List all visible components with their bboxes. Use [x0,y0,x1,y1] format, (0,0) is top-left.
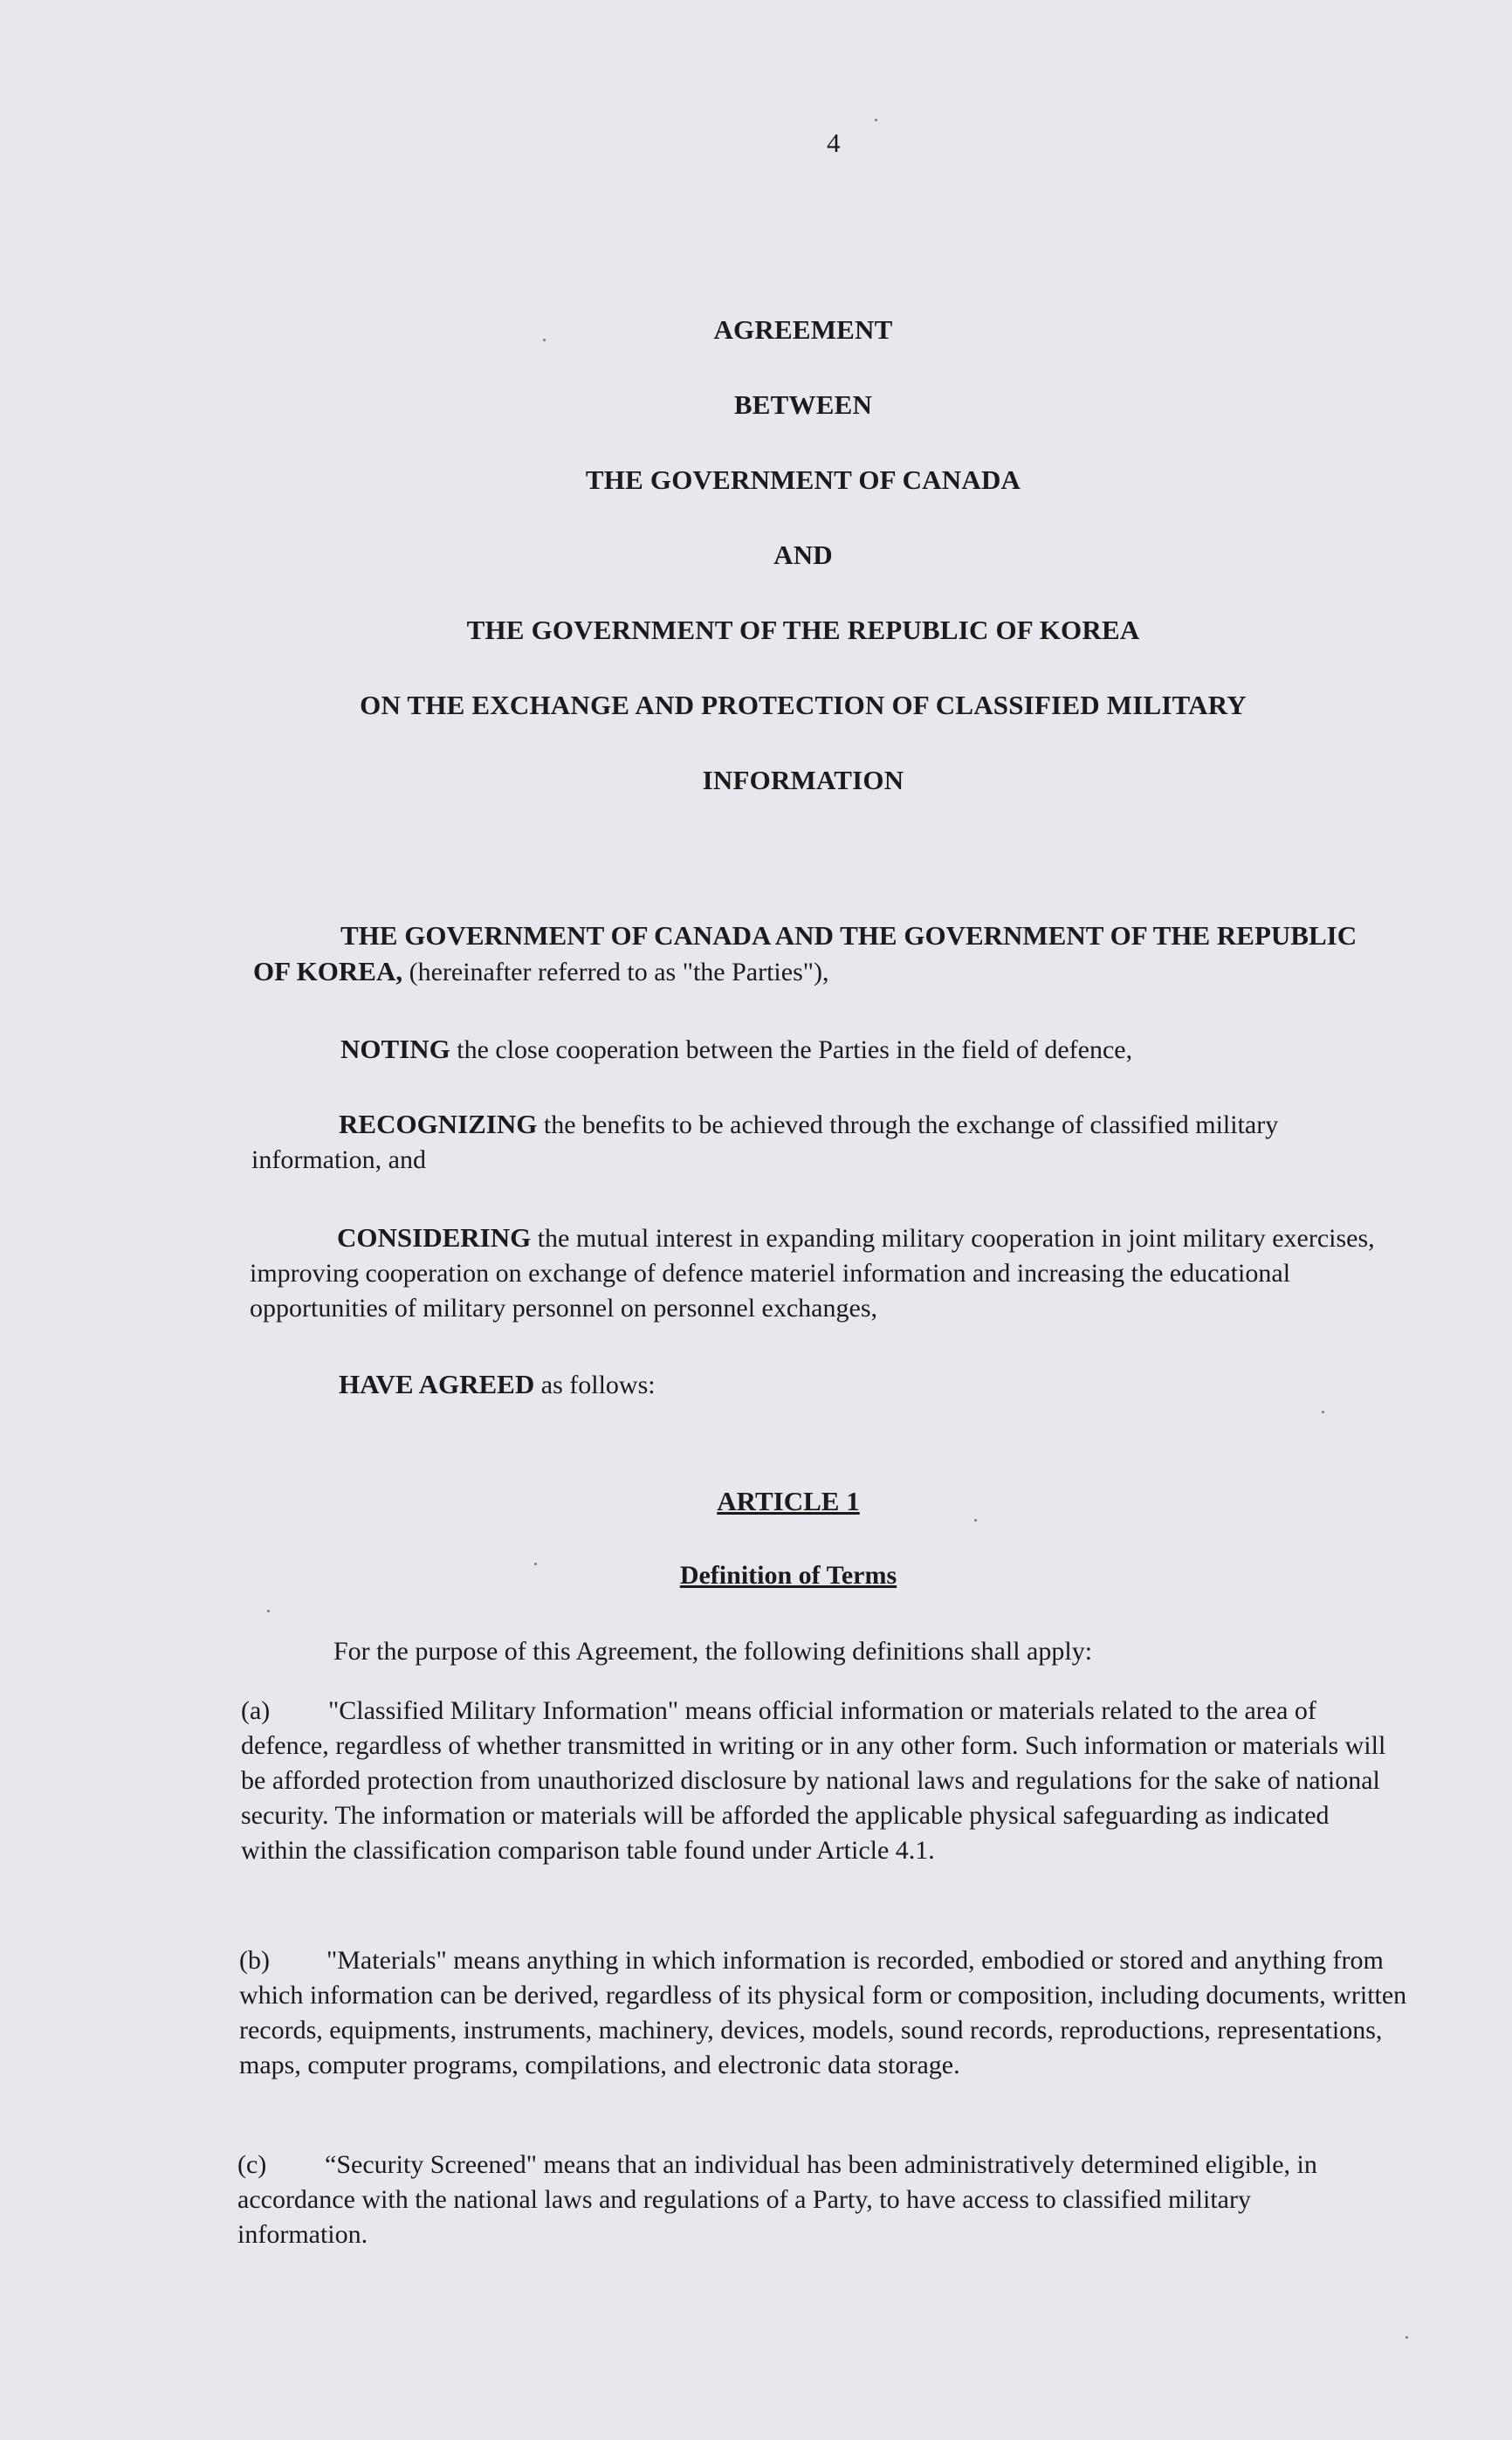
preamble-agreed [251,1367,1299,1403]
title-line-between: BETWEEN [733,389,873,420]
agreed-text: as follows: [534,1371,656,1399]
paper-speck [875,119,877,121]
paper-speck [1405,2336,1408,2339]
title-line-information: INFORMATION [702,765,904,795]
paper-speck [543,339,546,341]
article-intro: For the purpose of this Agreement, the following definitions shall apply: [333,1637,1093,1666]
preamble-parties-text: (hereinafter referred to as "the Parties"), [402,958,829,986]
title-line-canada: THE GOVERNMENT OF CANADA [585,464,1021,495]
definition-a [241,1694,1393,1868]
definition-b-text: "Materials" means anything in which information is recorded, embodied or stored and anything from which information can be derived, regardless of its physical form or composition, including documents, written records, equipments, instruments, machinery, devices, models, sound records, reproductions, representations, maps, computer programs, compilations, and electronic data storage. [239,1946,1407,2079]
definition-b [239,1943,1409,2083]
recognizing-text: the benefits to be achieved through the exchange of classified military information, and [251,1110,1279,1174]
paper-speck [1322,1411,1324,1413]
title-line-and: AND [773,540,833,570]
definition-c-text: “Security Screened" means that an individual has been administratively determined eligible, in accordance with the national laws and regulations of a Party, to have access to classified military information. [237,2150,1317,2249]
article-subheading: Definition of Terms [679,1561,897,1590]
title-line-korea: THE GOVERNMENT OF THE REPUBLIC OF KOREA [466,615,1140,645]
noting-text: the close cooperation between the Parties in the field of defence, [450,1035,1133,1064]
preamble-noting [253,1032,1388,1068]
considering-text: the mutual interest in expanding military cooperation in joint military exercises, improving cooperation on exchange of defence materiel information and increasing the educational opportunities of military personnel on personnel exchanges, [250,1224,1375,1323]
definition-a-text: "Classified Military Information" means official information or materials related to the area of defence, regardless of whether transmitted in writing or in any other form. Such information or materials will be afforded protection from unauthorized disclosure by national laws and regulations for the sake of national security. The information or materials will be afforded the applicable physical safeguarding as indicated within the classification comparison table found under Article 4.1. [241,1696,1386,1865]
paper-speck [974,1519,977,1522]
title-line-agreement: AGREEMENT [713,314,893,345]
preamble-parties-bold: THE GOVERNMENT OF CANADA AND THE GOVERNMENT OF THE REPUBLIC OF KOREA, [253,920,1357,986]
preamble-recognizing [251,1107,1334,1178]
title-line-subject: ON THE EXCHANGE AND PROTECTION OF CLASSIFIED MILITARY [360,690,1247,720]
definition-c-label: (c) [237,2150,267,2179]
noting-bold: NOTING [340,1034,450,1064]
preamble-parties [253,918,1362,990]
paper-speck [267,1610,270,1612]
considering-bold: CONSIDERING [337,1222,532,1253]
preamble-considering [250,1220,1411,1326]
agreed-bold: HAVE AGREED [339,1369,535,1399]
article-heading: ARTICLE 1 [717,1486,860,1516]
recognizing-bold: RECOGNIZING [339,1109,538,1139]
paper-speck [534,1563,537,1565]
page-number: 4 [827,127,841,158]
definition-a-label: (a) [241,1696,271,1725]
definition-b-label: (b) [239,1946,270,1975]
definition-c [237,2148,1372,2252]
